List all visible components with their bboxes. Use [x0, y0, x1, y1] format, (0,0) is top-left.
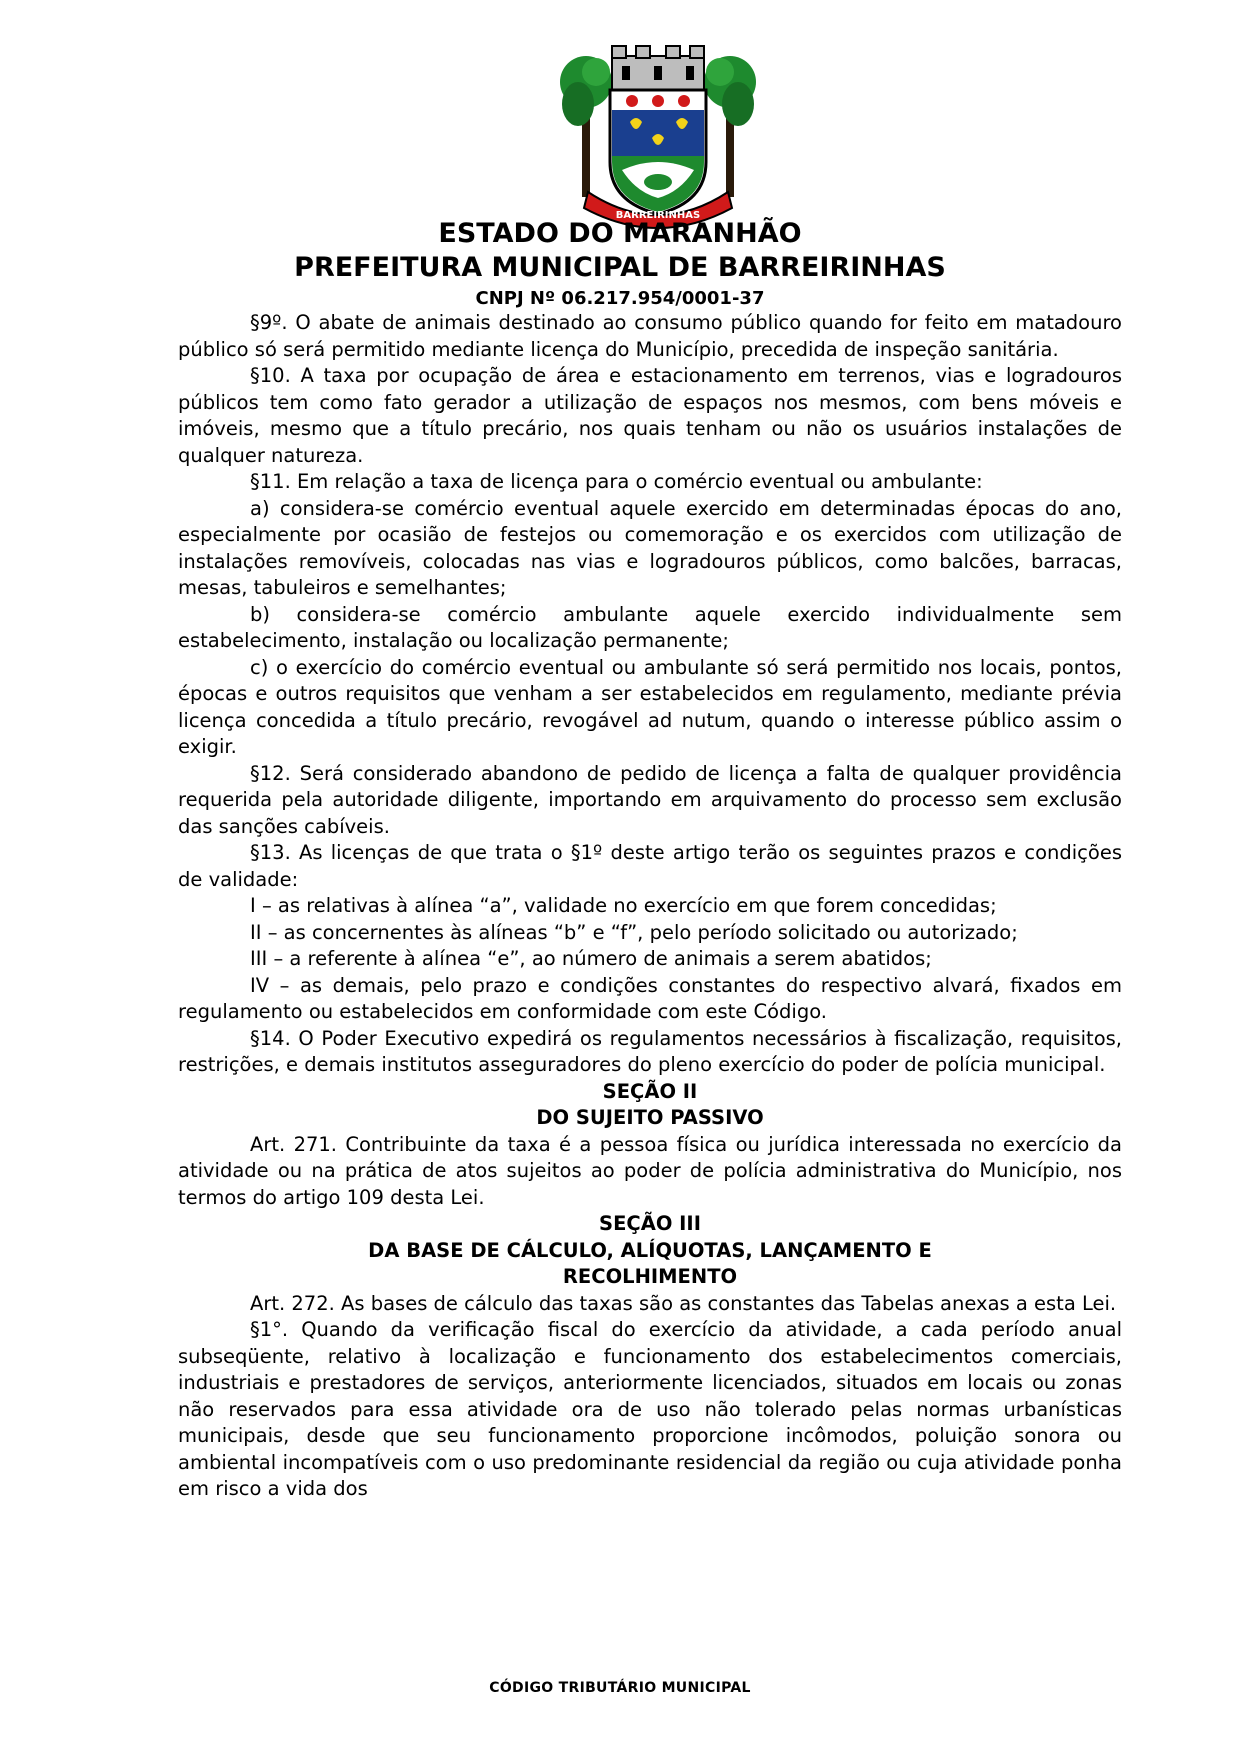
paragraph-9: §9º. O abate de animais destinado ao consumo público quando for feito em matadouro público só será permitido mediante licença do Município, precedida de inspeção sanitária. [178, 311, 1122, 361]
prefecture-heading: PREFEITURA MUNICIPAL DE BARREIRINHAS [294, 252, 946, 283]
paragraph-11-item-a: a) considera-se comércio eventual aquele exercido em determinadas épocas do ano, especialmente por ocasião de festejos ou comemoração e os exercidos com utilização de instalações removíveis, colocadas nas vias e logradouros públicos, como balcões, barracas, mesas, tabuleiros e semelhantes; [178, 496, 1122, 599]
state-heading: ESTADO DO MARANHÃO [438, 218, 802, 249]
municipal-coat-of-arms-logo [560, 42, 756, 232]
paragraph-13-item-iv: IV – as demais, pelo prazo e condições constantes do respectivo alvará, fixados em regulamento ou estabelecidos em conformidade com este Código. [178, 973, 1122, 1023]
paragraph-12: §12. Será considerado abandono de pedido de licença a falta de qualquer providência requerida pela autoridade diligente, importando em arquivamento do processo sem exclusão das sanções cabíveis. [178, 761, 1122, 838]
article-271: Art. 271. Contribuinte da taxa é a pessoa física ou jurídica interessada no exercício da atividade ou na prática de atos sujeitos ao poder de polícia administrativa do Município, nos termos do artigo 109 desta Lei. [178, 1132, 1122, 1209]
paragraph-11-item-b: b) considera-se comércio ambulante aquele exercido individualmente sem estabelecimento, instalação ou localização permanente; [178, 602, 1122, 652]
palm-tree-right [704, 56, 756, 197]
article-272: Art. 272. As bases de cálculo das taxas são as constantes das Tabelas anexas a esta Lei. [250, 1291, 1117, 1315]
section-3-title: SEÇÃO III [599, 1212, 701, 1235]
paragraph-11: §11. Em relação a taxa de licença para o comércio eventual ou ambulante: [250, 470, 983, 493]
cnpj-line: CNPJ Nº 06.217.954/0001-37 [475, 288, 765, 309]
section-2-title: SEÇÃO II [602, 1079, 698, 1103]
section-3-subtitle-line-2: RECOLHIMENTO [562, 1265, 738, 1288]
section-3-subtitle-line-1: DA BASE DE CÁLCULO, ALÍQUOTAS, LANÇAMENTO E [368, 1238, 932, 1262]
paragraph-13-item-i: I – as relativas à alínea “a”, validade no exercício em que forem concedidas; [250, 894, 997, 917]
paragraph-14: §14. O Poder Executivo expedirá os regulamentos necessários à fiscalização, requisitos, restrições, e demais institutos asseguradores do pleno exercício do poder de polícia municipal. [178, 1026, 1122, 1076]
section-2-subtitle: DO SUJEITO PASSIVO [536, 1106, 764, 1129]
paragraph-10: §10. A taxa por ocupação de área e estacionamento em terrenos, vias e logradouros públicos tem como fato gerador a utilização de espaços nos mesmos, com bens móveis e imóveis, mesmo que a título precário, nos quais tenham ou não os usuários instalações de qualquer natureza. [178, 364, 1122, 467]
paragraph-13-item-iii: III – a referente à alínea “e”, ao número de animais a serem abatidos; [250, 947, 932, 970]
article-272-paragraph-1: §1°. Quando da verificação fiscal do exercício da atividade, a cada período anual subseqüente, relativo à localização e funcionamento dos estabelecimentos comerciais, industriais e prestadores de serviços, anteriormente licenciados, situados em locais ou zonas não reservados para essa atividade ora de uso não tolerado pelas normas urbanísticas municipais, desde que seu funcionamento proporcione incômodos, poluição sonora ou ambiental incompatíveis com o uso predominante residencial da região ou cuja atividade ponha em risco a vida dos [178, 1318, 1122, 1500]
paragraph-13-item-ii: II – as concernentes às alíneas “b” e “f”, pelo período solicitado ou autorizado; [250, 920, 1018, 944]
palm-tree-left [560, 56, 612, 197]
mural-crown [612, 46, 704, 90]
document-body [178, 310, 1122, 1503]
page-footer: CÓDIGO TRIBUTÁRIO MUNICIPAL [489, 1680, 751, 1696]
paragraph-11-item-c: c) o exercício do comércio eventual ou ambulante só será permitido nos locais, pontos, épocas e outros requisitos que venham a ser estabelecidos em regulamento, mediante prévia licença concedida a título precário, revogável ad nutum, quando o interesse público assim o exigir. [178, 655, 1122, 758]
paragraph-13: §13. As licenças de que trata o §1º deste artigo terão os seguintes prazos e condições de validade: [178, 841, 1122, 891]
shield [610, 90, 706, 214]
ribbon-text: BARREIRINHAS [615, 210, 701, 221]
